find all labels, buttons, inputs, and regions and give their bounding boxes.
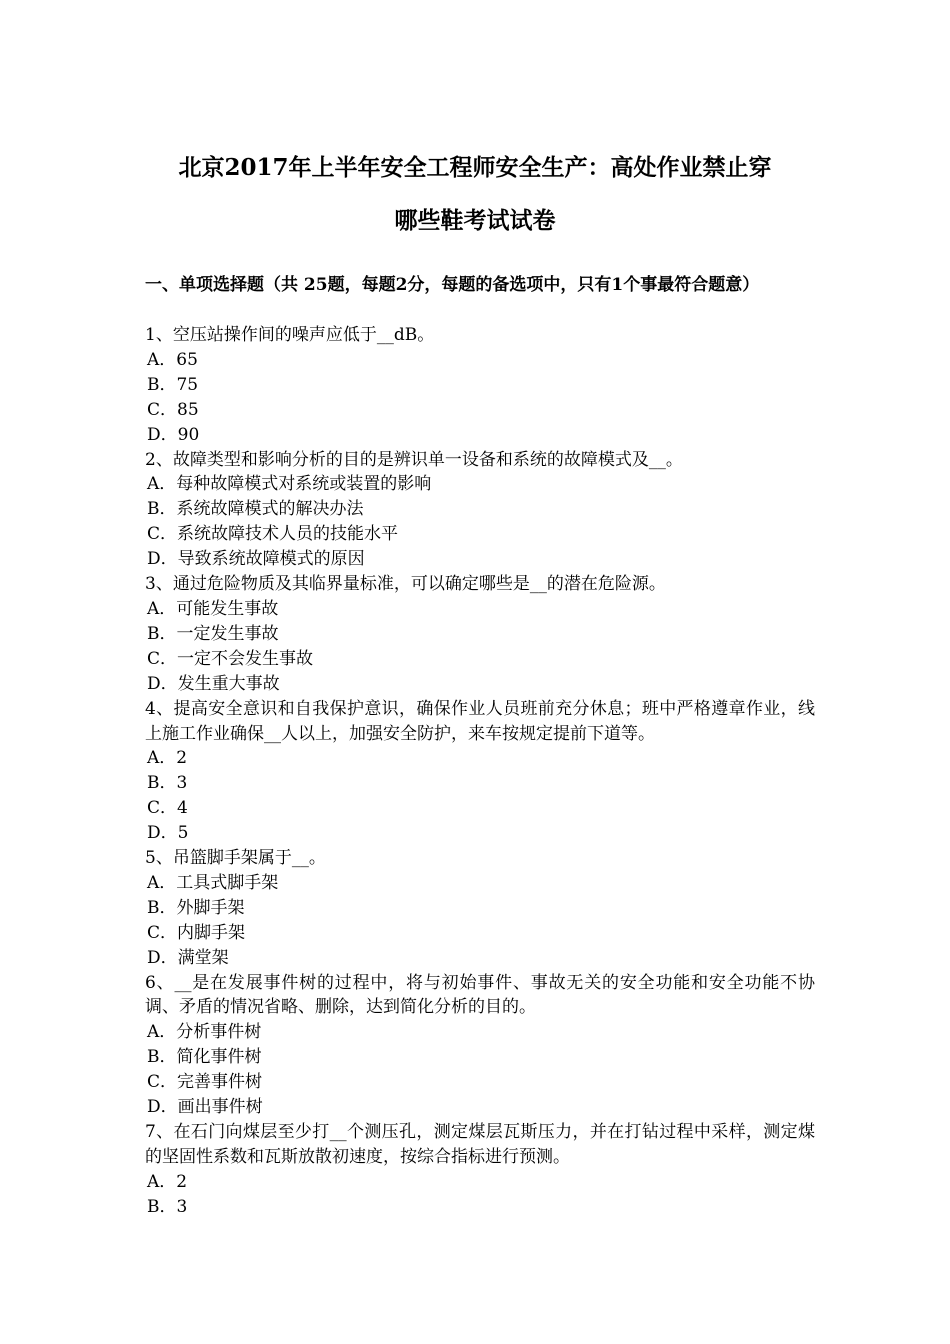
option-d: D．满堂架 <box>147 947 229 968</box>
question-3 <box>145 572 815 697</box>
option-a: A．65 <box>147 349 198 370</box>
document-title-line-2: 哪些鞋考试试卷 <box>394 207 556 234</box>
option-d: D．发生重大事故 <box>147 673 280 694</box>
question-6 <box>145 971 815 1120</box>
question-text: 3、通过危险物质及其临界量标准，可以确定哪些是__的潜在危险源。 <box>145 574 666 595</box>
question-4 <box>145 697 815 846</box>
option-a: A．2 <box>147 1171 188 1192</box>
question-1 <box>145 323 815 448</box>
question-text: 1、空压站操作间的噪声应低于__dB。 <box>145 325 435 345</box>
option-b: B．简化事件树 <box>147 1047 262 1068</box>
option-b: B．一定发生事故 <box>147 623 279 644</box>
question-text: 2、故障类型和影响分析的目的是辨识单一设备和系统的故障模式及__。 <box>145 449 683 470</box>
option-b: B．75 <box>147 374 199 395</box>
option-b: B．3 <box>147 1196 188 1217</box>
question-2 <box>145 448 815 573</box>
option-a: A．可能发生事故 <box>147 598 279 619</box>
option-c: C．内脚手架 <box>147 922 246 943</box>
question-text: 6、__是在发展事件树的过程中，将与初始事件、事故无关的安全功能和安全功能不协调、矛盾的情况省略、删除，达到简化分析的目的。 <box>145 972 815 1018</box>
option-c: C．4 <box>147 798 188 819</box>
option-b: B．3 <box>147 773 188 794</box>
option-a: A．分析事件树 <box>147 1022 262 1043</box>
option-d: D．导致系统故障模式的原因 <box>147 549 365 570</box>
option-a: A．每种故障模式对系统或装置的影响 <box>147 474 432 495</box>
option-b: B．外脚手架 <box>147 897 245 918</box>
question-text: 7、在石门向煤层至少打__个测压孔，测定煤层瓦斯压力，并在打钻过程中采样，测定煤的坚固性系数和瓦斯放散初速度，按综合指标进行预测。 <box>145 1122 815 1167</box>
option-d: D．90 <box>147 424 200 445</box>
question-7 <box>145 1120 815 1220</box>
option-c: C．一定不会发生事故 <box>147 648 314 669</box>
question-5 <box>145 846 815 971</box>
section-heading: 一、单项选择题（共 25题，每题2分，每题的备选项中，只有1个事最符合题意） <box>145 275 760 295</box>
question-list <box>145 323 815 1220</box>
option-b: B．系统故障模式的解决办法 <box>147 499 364 520</box>
option-d: D．画出事件树 <box>147 1097 263 1118</box>
document-title-line-1: 北京2017年上半年安全工程师安全生产：高处作业禁止穿 <box>178 154 772 181</box>
option-d: D．5 <box>147 823 189 844</box>
option-c: C．完善事件树 <box>147 1072 263 1093</box>
option-c: C．系统故障技术人员的技能水平 <box>147 524 399 545</box>
option-a: A．工具式脚手架 <box>147 872 279 893</box>
question-text: 5、吊篮脚手架属于__。 <box>145 848 326 869</box>
option-a: A．2 <box>147 748 188 769</box>
question-text: 4、提高安全意识和自我保护意识，确保作业人员班前充分休息；班中严格遵章作业，线上施工作业确保__人以上，加强安全防护，来车按规定提前下道等。 <box>145 698 815 744</box>
option-c: C．85 <box>147 399 199 420</box>
